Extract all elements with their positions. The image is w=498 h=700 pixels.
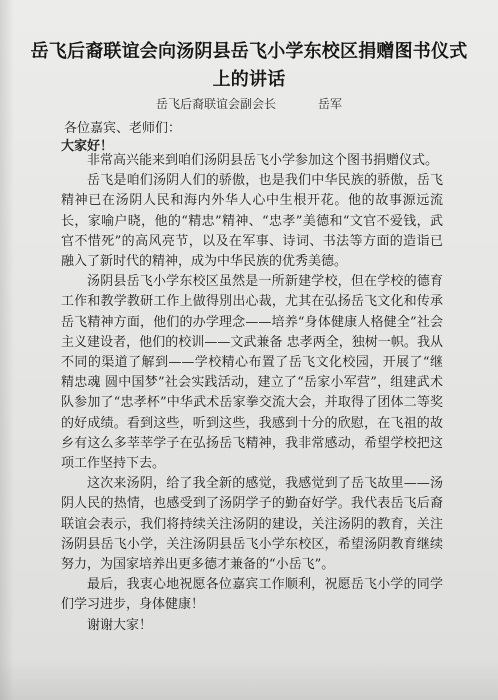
byline-role: 岳飞后裔联谊会副会长 bbox=[155, 97, 276, 111]
paragraph-1: 非常高兴能来到咱们汤阴县岳飞小学参加这个图书捐赠仪式。 bbox=[87, 153, 439, 168]
speech-body bbox=[61, 151, 443, 636]
title-line-2: 上的讲话 bbox=[212, 69, 286, 90]
thanks-line: 谢谢大家！ bbox=[87, 617, 153, 633]
document-title bbox=[20, 38, 478, 94]
salutation: 各位嘉宾、老师们： bbox=[64, 121, 182, 136]
title-line-1: 岳飞后裔联谊会向汤阴县岳飞小学东校区捐赠图书仪式 bbox=[30, 41, 468, 62]
paragraph-3: 汤阴县岳飞小学东校区虽然是一所新建学校，但在学校的德育工作和教学教研工作上做得別出心裁，尤其在弘扬岳飞文化和传承岳飞精神方面，他们的办学理念——培养“身体健康人格健全”社会主义建设者，他们的校训——文武兼备 忠孝两全，独树一帜。我从不同的渠道了解到——学校精心布置了岳飞文化校园，开展了“继精忠魂 圆中国梦”社会实践活动，建立了“岳家小军营”，组建武术队参加了“忠孝杯”中华武术岳家拳交流大会，并取得了团体二等奖的好成绩。看到这些，听到这些，我感到十分的欣慰，在飞祖的故乡有这么多莘莘学子在弘扬岳飞精神，我非常感动，希望学校把这项工作坚持下去。 bbox=[61, 274, 443, 472]
byline bbox=[0, 96, 498, 112]
greeting: 大家好！ bbox=[61, 139, 114, 154]
paragraph-4: 这次来汤阴，给了我全新的感觉，我感觉到了岳飞故里——汤阴人民的热情，也感受到了汤阴学子的勤奋好学。我代表岳飞后裔联谊会表示，我们将持续关注汤阴的建设，关注汤阴的教育，关注汤阴县岳飞小学，关注汤阴县岳飞小学东校区，希望汤阴教育继续努力，为国家培养出更多德才兼备的“小岳飞”。 bbox=[61, 476, 443, 573]
scan-bottom-shadow bbox=[0, 660, 498, 700]
byline-name: 岳军 bbox=[318, 97, 343, 111]
paragraph-2: 岳飞是咱们汤阴人们的骄傲，也是我们中华民族的骄傲，岳飞精神已在汤阴人民和海内外华人心中生根开花。他的故事源远流长，家喻户晓，他的“精忠”精神、“忠孝”美德和“文官不爱钱，武官不惜死”的高风亮节，以及在军事、诗词、书法等方面的造诣已融入了新时代的精神，成为中华民族的优秀美德。 bbox=[61, 173, 443, 270]
paragraph-5: 最后，我衷心地祝愿各位嘉宾工作顺利，祝愿岳飞小学的同学们学习进步，身体健康！ bbox=[61, 577, 443, 613]
